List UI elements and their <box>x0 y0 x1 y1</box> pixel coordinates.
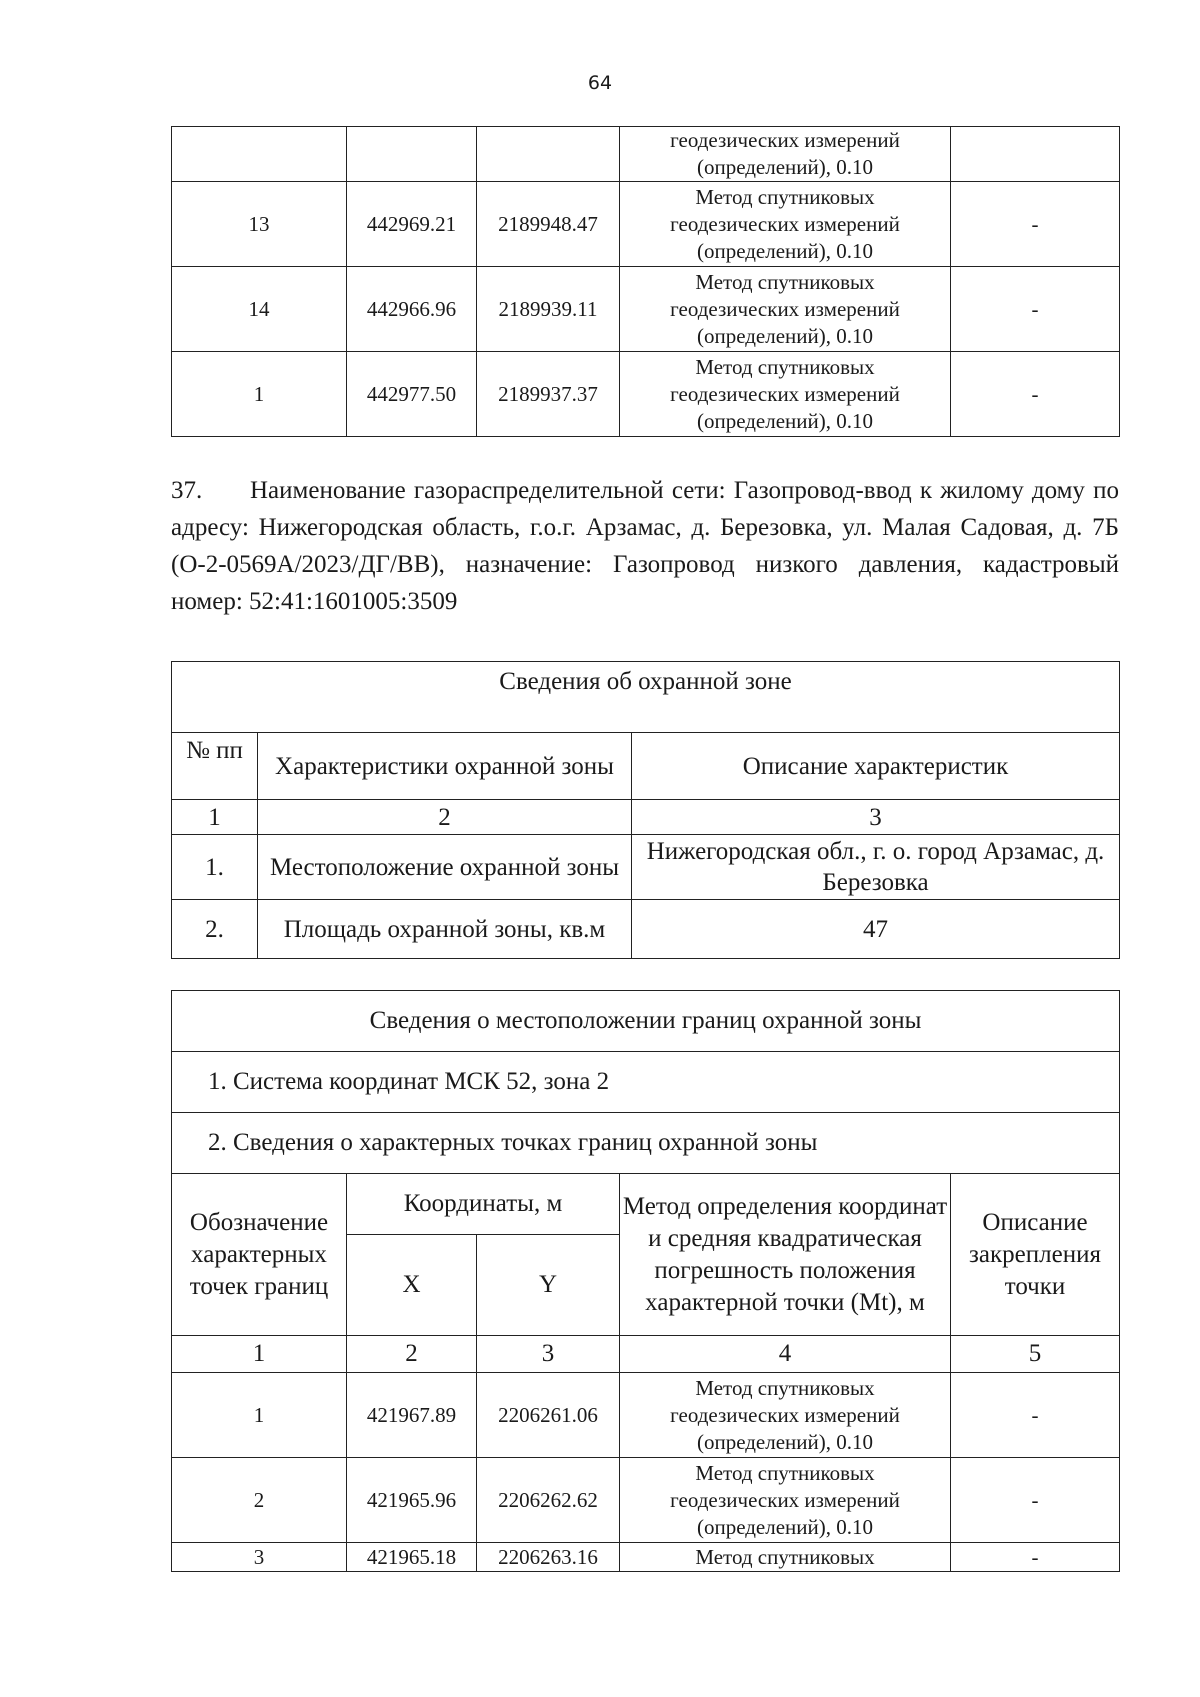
column-numbers-row <box>172 800 1120 835</box>
table-row <box>172 835 1120 900</box>
row-value: Нижегородская обл., г. о. город Арзамас, д. Березовка <box>632 835 1120 900</box>
point-cell: 13 <box>172 182 347 267</box>
y-cell: 2189937.37 <box>477 352 620 437</box>
header-x: X <box>347 1235 477 1336</box>
row-num: 2. <box>172 900 258 959</box>
x-cell <box>347 127 477 182</box>
header-coords: Координаты, м <box>347 1174 620 1235</box>
method-cell: Метод спутниковых геодезических измерений (определений), 0.10 <box>620 352 951 437</box>
row-value: 47 <box>632 900 1120 959</box>
table-row <box>172 267 1120 352</box>
boundary-location-table <box>171 990 1120 1572</box>
fix-cell <box>951 127 1120 182</box>
coordinate-system-row <box>172 1052 1120 1113</box>
header-fix: Описание закрепления точки <box>951 1174 1120 1336</box>
header-method: Метод определения координат и средняя квадратическая погрешность положения характерной точки (Mt), м <box>620 1174 951 1336</box>
method-cell: Метод спутниковых геодезических измерений (определений), 0.10 <box>620 1373 951 1458</box>
method-cell: Метод спутниковых геодезических измерений (определений), 0.10 <box>620 1458 951 1543</box>
table-title-row <box>172 662 1120 733</box>
table-row <box>172 900 1120 959</box>
y-cell: 2206262.62 <box>477 1458 620 1543</box>
section-paragraph <box>171 472 1119 620</box>
fix-cell: - <box>951 267 1120 352</box>
header-point: Обозначение характерных точек границ <box>172 1174 347 1336</box>
coordinates-table-continuation <box>171 126 1120 437</box>
paragraph-number: 37. <box>171 477 203 504</box>
column-number: 3 <box>477 1336 620 1373</box>
point-cell: 2 <box>172 1458 347 1543</box>
column-number: 2 <box>258 800 632 835</box>
method-cell: Метод спутниковых геодезических измерений (определений), 0.10 <box>620 182 951 267</box>
y-cell: 2189948.47 <box>477 182 620 267</box>
x-cell: 442969.21 <box>347 182 477 267</box>
y-cell: 2206261.06 <box>477 1373 620 1458</box>
y-cell: 2206263.16 <box>477 1543 620 1572</box>
x-cell: 421967.89 <box>347 1373 477 1458</box>
fix-cell: - <box>951 1373 1120 1458</box>
table-title: Сведения о местоположении границ охранной зоны <box>172 991 1120 1052</box>
table-row <box>172 1458 1120 1543</box>
column-number: 2 <box>347 1336 477 1373</box>
table-row <box>172 1543 1120 1572</box>
method-cell: Метод спутниковых геодезических измерений (определений), 0.10 <box>620 267 951 352</box>
table-title: Сведения об охранной зоне <box>172 662 1120 733</box>
point-cell: 3 <box>172 1543 347 1572</box>
fix-cell: - <box>951 1458 1120 1543</box>
column-number: 4 <box>620 1336 951 1373</box>
protection-zone-table <box>171 661 1120 959</box>
coordinate-system: 1. Система координат МСК 52, зона 2 <box>172 1052 1120 1113</box>
point-cell: 1 <box>172 1373 347 1458</box>
table-row <box>172 1373 1120 1458</box>
fix-cell: - <box>951 1543 1120 1572</box>
points-title: 2. Сведения о характерных точках границ охранной зоны <box>172 1113 1120 1174</box>
points-title-row <box>172 1113 1120 1174</box>
page-number: 64 <box>587 72 613 94</box>
point-cell: 14 <box>172 267 347 352</box>
method-cell: Метод спутниковых <box>620 1543 951 1572</box>
header-num: № пп <box>172 733 258 800</box>
row-name: Площадь охранной зоны, кв.м <box>258 900 632 959</box>
x-cell: 442966.96 <box>347 267 477 352</box>
method-cell: геодезических измерений (определений), 0.10 <box>620 127 951 182</box>
point-cell <box>172 127 347 182</box>
x-cell: 421965.18 <box>347 1543 477 1572</box>
x-cell: 442977.50 <box>347 352 477 437</box>
header-characteristic: Характеристики охранной зоны <box>258 733 632 800</box>
column-numbers-row <box>172 1336 1120 1373</box>
column-number: 1 <box>172 1336 347 1373</box>
header-y: Y <box>477 1235 620 1336</box>
fix-cell: - <box>951 182 1120 267</box>
table-header-row <box>172 1174 1120 1235</box>
table-row <box>172 127 1120 182</box>
paragraph-text: Наименование газораспределительной сети: Газопровод-ввод к жилому дому по адресу: Нижегородская область, г.о.г. Арзамас, д. Березовка, ул. Малая Садовая, д. 7Б (О-2-0569А/2023/ДГ/ВВ), назначение: Газопровод низкого давления, кадастровый номер: 52:41:1601005:3509 <box>171 477 1119 615</box>
table-header-row <box>172 733 1120 800</box>
row-name: Местоположение охранной зоны <box>258 835 632 900</box>
y-cell: 2189939.11 <box>477 267 620 352</box>
x-cell: 421965.96 <box>347 1458 477 1543</box>
table-title-row <box>172 991 1120 1052</box>
table-row <box>172 352 1120 437</box>
point-cell: 1 <box>172 352 347 437</box>
column-number: 1 <box>172 800 258 835</box>
fix-cell: - <box>951 352 1120 437</box>
row-num: 1. <box>172 835 258 900</box>
column-number: 5 <box>951 1336 1120 1373</box>
header-description: Описание характеристик <box>632 733 1120 800</box>
y-cell <box>477 127 620 182</box>
table-row <box>172 182 1120 267</box>
column-number: 3 <box>632 800 1120 835</box>
